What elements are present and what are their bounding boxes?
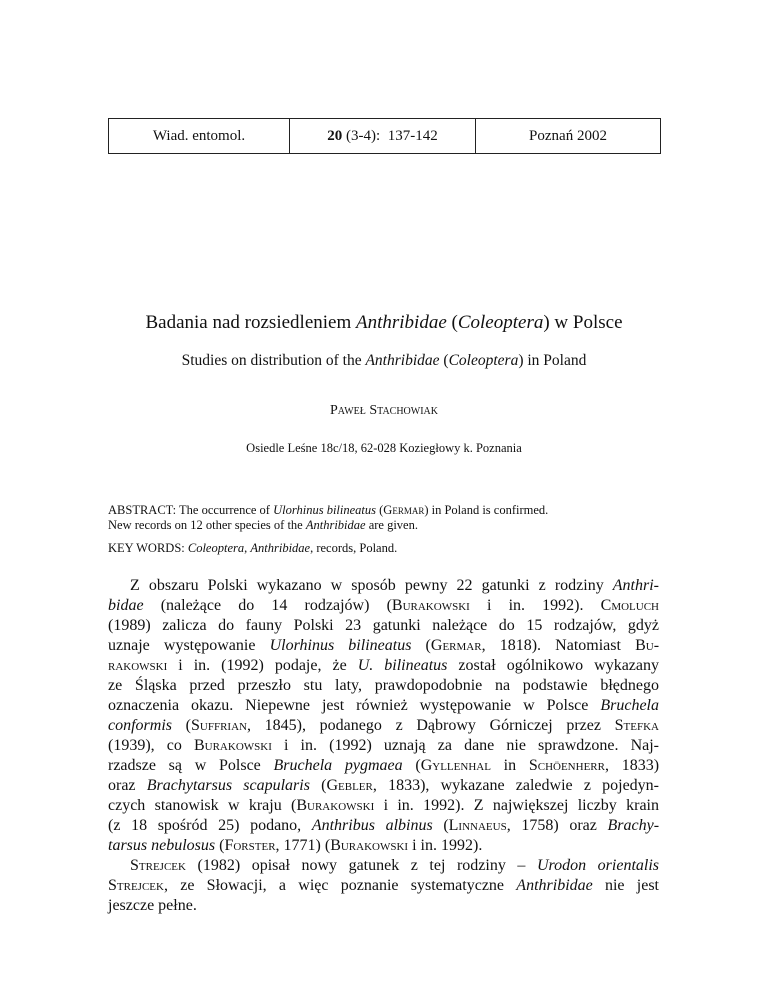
article-title: [0, 312, 768, 334]
body-text-run: nie jest: [592, 877, 660, 894]
subtitle-text: (: [439, 352, 449, 369]
taxon-name: U. bilineatus: [357, 657, 448, 674]
cited-author: Schöenherr: [528, 757, 605, 774]
cited-author: Gebler: [326, 777, 373, 794]
body-text-run: (: [309, 777, 327, 794]
body-text-run: czych stanowisk w kraju (: [108, 797, 297, 814]
title-text: (: [446, 312, 458, 333]
abstract-family: Anthribidae: [305, 518, 366, 532]
taxon-name: Anthribus albinus: [311, 817, 433, 834]
title-text: Badania nad rozsiedleniem: [145, 312, 356, 333]
body-line: [108, 616, 659, 636]
taxon-name: tarsus nebulosus: [108, 837, 216, 854]
keywords-label: KEY WORDS:: [108, 541, 188, 555]
taxon-name: Anthri-: [612, 577, 659, 594]
taxon-name: Bruchela: [600, 697, 659, 714]
abstract: [108, 503, 659, 533]
body-text-run: uznaje występowanie: [108, 637, 270, 654]
cited-author: Burakowski: [296, 797, 375, 814]
subtitle-text: Studies on distribution of the: [181, 352, 366, 369]
taxon-name: Brachytarsus scapularis: [146, 777, 310, 794]
subtitle-family: Anthribidae: [365, 352, 440, 369]
body-text-run: (1982) opisał nowy gatunek z tej rodziny –: [185, 857, 537, 874]
abstract-label: ABSTRACT:: [108, 503, 180, 517]
body-line: [108, 596, 659, 616]
body-text-run: (1939), co: [108, 737, 194, 754]
body-text-run: (: [432, 817, 449, 834]
abstract-text: The occurrence of: [179, 503, 274, 517]
cited-author: Strejcek: [130, 857, 186, 874]
volume-cell: [290, 119, 476, 153]
body-text-run: in: [490, 757, 529, 774]
journal-name-cell: [109, 119, 290, 153]
keywords: [108, 541, 659, 556]
cited-author: Bu-: [635, 637, 660, 654]
body-line: [108, 816, 659, 836]
body-line: [108, 796, 659, 816]
abstract-text: ) in Poland is confirmed.: [424, 503, 549, 517]
subtitle-text: ) in Poland: [518, 352, 587, 369]
keyword: Anthribidae: [250, 541, 311, 555]
place-year: Poznań 2002: [529, 127, 607, 144]
cited-author: Suffrian: [191, 717, 247, 734]
body-text-run: (należące do 14 rodzajów) (: [143, 597, 392, 614]
body-text-run: i in. (1992) uznają za dane nie sprawdzone. Naj-: [271, 737, 659, 754]
body-text: [108, 576, 659, 916]
cited-author: Burakowski: [193, 737, 272, 754]
body-line: [108, 636, 659, 656]
body-text-run: , 1771) (: [275, 837, 331, 854]
body-text-run: (: [411, 637, 431, 654]
body-text-run: , 1845), podanego z Dąbrowy Górniczej przez: [246, 717, 615, 734]
keyword-separator: ,: [244, 541, 251, 555]
abstract-text: (: [376, 503, 384, 517]
body-text-run: i in. 1992).: [408, 837, 483, 854]
abstract-species: Ulorhinus bilineatus: [273, 503, 376, 517]
abstract-author: Germar: [383, 503, 425, 517]
taxon-name: Ulorhinus bilineatus: [269, 637, 412, 654]
author-address: Osiedle Leśne 18c/18, 62-028 Koziegłowy k. Poznania: [246, 441, 522, 455]
body-text-run: jeszcze pełne.: [108, 897, 197, 914]
body-line: [108, 696, 659, 716]
keyword: Coleoptera: [187, 541, 245, 555]
article-subtitle: [0, 352, 768, 370]
cited-author: Burakowski: [391, 597, 470, 614]
cited-author: Strejcek: [108, 877, 164, 894]
cited-author: rakowski: [108, 657, 168, 674]
journal-header-table: [108, 118, 661, 154]
body-text-run: (: [402, 757, 421, 774]
taxon-name: bidae: [108, 597, 144, 614]
cited-author: Forster: [224, 837, 276, 854]
body-line: [108, 736, 659, 756]
body-line: [108, 716, 659, 736]
body-line: [108, 756, 659, 776]
body-line: [108, 776, 659, 796]
body-text-run: , ze Słowacji, a więc poznanie systematyczne: [163, 877, 517, 894]
body-text-run: (: [215, 837, 225, 854]
taxon-name: conformis: [108, 717, 172, 734]
author-name: Paweł Stachowiak: [329, 403, 438, 418]
body-text-run: został ogólnikowo wykazany: [447, 657, 660, 674]
abstract-text: are given.: [365, 518, 418, 532]
body-text-run: rzadsze są w Polsce: [108, 757, 274, 774]
body-text-run: , 1833): [604, 757, 660, 774]
body-text-run: i in. 1992).: [469, 597, 601, 614]
body-line: [108, 876, 659, 896]
body-line: [108, 896, 659, 916]
taxon-name: Brachy-: [607, 817, 660, 834]
body-line: [108, 856, 659, 876]
volume-number: 20: [327, 127, 343, 144]
cited-author: Stefka: [614, 717, 659, 734]
body-text-run: Z obszaru Polski wykazano w sposób pewny 22 gatunki z rodziny: [130, 577, 613, 594]
body-line: [108, 676, 659, 696]
cited-author: Cmoluch: [600, 597, 659, 614]
body-text-run: oznaczenia okazu. Niepewne jest również występowanie w Polsce: [108, 697, 601, 714]
body-text-run: , 1818). Natomiast: [481, 637, 636, 654]
title-order: Coleoptera: [457, 312, 544, 333]
body-text-run: ze Śląska przed przeszło stu laty, prawdopodobnie na podstawie błędnego: [108, 677, 659, 694]
body-text-run: (1989) zalicza do fauny Polski 23 gatunki należące do 15 rodzajów, gdyż: [108, 617, 659, 634]
journal-name: Wiad. entomol.: [152, 127, 246, 144]
issue-pages: (3-4): 137-142: [342, 127, 438, 144]
title-family: Anthribidae: [356, 312, 447, 333]
body-text-run: , 1758) oraz: [506, 817, 608, 834]
cited-author: Gyllenhal: [420, 757, 491, 774]
body-line: [108, 656, 659, 676]
title-text: ) w Polsce: [543, 312, 623, 333]
body-line: [108, 836, 659, 856]
cited-author: Germar: [430, 637, 482, 654]
body-text-run: i in. (1992) podaje, że: [167, 657, 358, 674]
body-text-run: i in. 1992). Z największej liczby krain: [374, 797, 660, 814]
body-text-run: (: [172, 717, 192, 734]
subtitle-order: Coleoptera: [448, 352, 519, 369]
cited-author: Linnaeus: [448, 817, 507, 834]
body-text-run: (z 18 spośród 25) podano,: [108, 817, 312, 834]
taxon-name: Bruchela pygmaea: [273, 757, 403, 774]
keywords-rest: , records, Poland.: [310, 541, 398, 555]
place-year-cell: [476, 119, 660, 153]
abstract-text: New records on 12 other species of the: [108, 518, 306, 532]
taxon-name: Urodon orientalis: [536, 857, 660, 874]
taxon-name: Anthribidae: [516, 877, 593, 894]
body-text-run: , 1833), wykazane zaledwie z pojedyn-: [372, 777, 659, 794]
cited-author: Burakowski: [330, 837, 409, 854]
body-line: [108, 576, 659, 596]
body-text-run: oraz: [108, 777, 147, 794]
